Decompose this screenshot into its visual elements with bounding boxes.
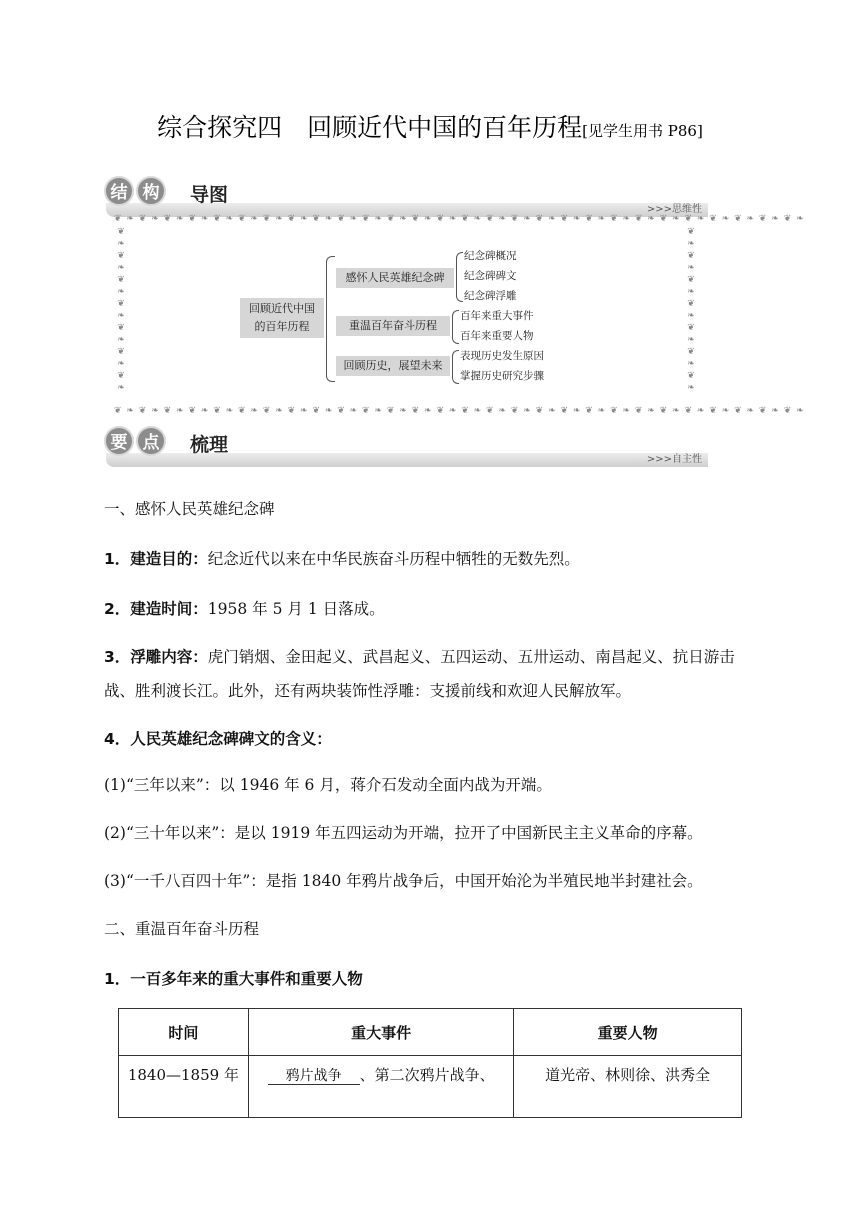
mindmap-leaf: 纪念碑浮雕 <box>464 290 517 302</box>
paragraph-item-3: (3)“一千八百四十年”：是指 1840 年鸦片战争后，中国开始沦为半殖民地半封建社会。 <box>104 872 703 890</box>
branch-brace <box>452 350 459 384</box>
paragraph-time <box>104 594 764 624</box>
event-text: 、第二次鸦片战争、 <box>359 1066 495 1084</box>
section-tag: >>>思维性 <box>646 204 702 215</box>
root-line: 回顾近代中国 <box>249 302 315 315</box>
branch-brace <box>452 310 459 344</box>
events-table <box>118 1008 742 1118</box>
paragraph-events-label <box>104 964 764 994</box>
mindmap-branch: 回顾历史，展望未来 <box>336 356 450 376</box>
paragraph-reliefs <box>104 640 760 708</box>
mindmap-leaf: 表现历史发生原因 <box>460 350 544 362</box>
badge-char: 要 <box>104 426 134 456</box>
root-brace <box>326 256 335 382</box>
decorative-border-bottom: ❦ ❧ ❦ ❧ ❦ ❧ ❦ ❧ ❦ ❧ ❦ ❧ ❦ ❧ ❦ ❧ ❦ ❧ ❦ ❧ ❦ ❧ ❦ ❧ ❦ ❧ ❦ ❧ ❦ ❧ ❦ ❧ ❦ ❧ ❦ ❧ ❦ ❧ ❦ ❧ ❦ ❧ ❦ ❧ ❦ ❧ ❦ ❧ ❦ ❧ ❦ ❧ ❦ ❧ ❦ ❧ <box>114 406 805 416</box>
badge-char: 构 <box>136 176 166 206</box>
section-heading: 导图 <box>190 184 229 206</box>
section-heading: 梳理 <box>190 434 229 456</box>
section-badge <box>104 176 166 206</box>
mindmap-leaf: 掌握历史研究步骤 <box>460 370 544 382</box>
paragraph-label: 4．人民英雄纪念碑碑文的含义： <box>104 730 332 748</box>
table-cell-time: 1840—1859 年 <box>119 1056 249 1118</box>
fill-in-answer: 鸦片战争 <box>268 1068 360 1085</box>
paragraph-inscription-label <box>104 724 764 754</box>
badge-char: 结 <box>104 176 134 206</box>
section-header-key-points <box>104 426 708 470</box>
mindmap-frame <box>114 212 805 418</box>
paragraph-label: 3．浮雕内容： <box>104 648 208 666</box>
decorative-border-right: ❦ ❧ ❦ ❧ ❦ ❧ ❦ ❧ ❦ ❧ ❦ ❧ ❦ ❧ <box>687 227 695 393</box>
mindmap-root <box>240 298 324 338</box>
mindmap-leaf: 百年来重大事件 <box>460 310 534 322</box>
decorative-border-top: ❦ ❧ ❦ ❧ ❦ ❧ ❦ ❧ ❦ ❧ ❦ ❧ ❦ ❧ ❦ ❧ ❦ ❧ ❦ ❧ ❦ ❧ ❦ ❧ ❦ ❧ ❦ ❧ ❦ ❧ ❦ ❧ ❦ ❧ ❦ ❧ ❦ ❧ ❦ ❧ ❦ ❧ ❦ ❧ ❦ ❧ ❦ ❧ ❦ ❧ ❦ ❧ ❦ ❧ ❦ ❧ <box>114 214 805 224</box>
paragraph-item-1: (1)“三年以来”：以 1946 年 6 月，蒋介石发动全面内战为开端。 <box>104 776 552 794</box>
table-row <box>119 1056 742 1118</box>
paragraph-text: 纪念近代以来在中华民族奋斗历程中牺牲的无数先烈。 <box>207 550 580 568</box>
paragraph-item-2: (2)“三十年以来”：是以 1919 年五四运动为开端，拉开了中国新民主主义革命的序幕。 <box>104 824 703 842</box>
mindmap-branch: 感怀人民英雄纪念碑 <box>336 268 454 288</box>
paragraph-label: 1．建造目的： <box>104 550 208 568</box>
table-header-row <box>119 1009 742 1056</box>
page-title <box>0 108 860 144</box>
table-header: 时间 <box>119 1009 249 1056</box>
title-reference: [见学生用书 P86] <box>582 122 703 140</box>
branch-brace <box>456 252 463 302</box>
table-header: 重要人物 <box>514 1009 742 1056</box>
paragraph-text: 1958 年 5 月 1 日落成。 <box>207 600 385 618</box>
mindmap-leaf: 纪念碑碑文 <box>464 270 517 282</box>
heading-monument: 一、感怀人民英雄纪念碑 <box>104 500 275 518</box>
heading-struggle: 二、重温百年奋斗历程 <box>104 920 260 938</box>
root-line: 的百年历程 <box>254 320 310 333</box>
mindmap-branch: 重温百年奋斗历程 <box>336 316 450 336</box>
paragraph-label: 2．建造时间： <box>104 600 208 618</box>
badge-char: 点 <box>136 426 166 456</box>
section-tag: >>>自主性 <box>646 454 702 465</box>
mindmap-leaf: 纪念碑概况 <box>464 250 517 262</box>
section-badge <box>104 426 166 456</box>
paragraph-purpose <box>104 544 764 574</box>
decorative-border-left: ❦ ❧ ❦ ❧ ❦ ❧ ❦ ❧ ❦ ❧ ❦ ❧ ❦ ❧ <box>117 227 125 393</box>
paragraph-text: 虎门销烟、金田起义、武昌起义、五四运动、五卅运动、南昌起义、抗日游击战、胜利渡长江。此外，还有两块装饰性浮雕：支援前线和欢迎人民解放军。 <box>104 648 735 700</box>
title-main: 综合探究四 回顾近代中国的百年历程 <box>157 113 583 142</box>
mindmap-leaf: 百年来重要人物 <box>460 330 534 342</box>
paragraph-label: 1．一百多年来的重大事件和重要人物 <box>104 970 363 988</box>
table-cell-event <box>248 1056 514 1118</box>
table-header: 重大事件 <box>248 1009 514 1056</box>
table-cell-people: 道光帝、林则徐、洪秀全 <box>514 1056 742 1118</box>
